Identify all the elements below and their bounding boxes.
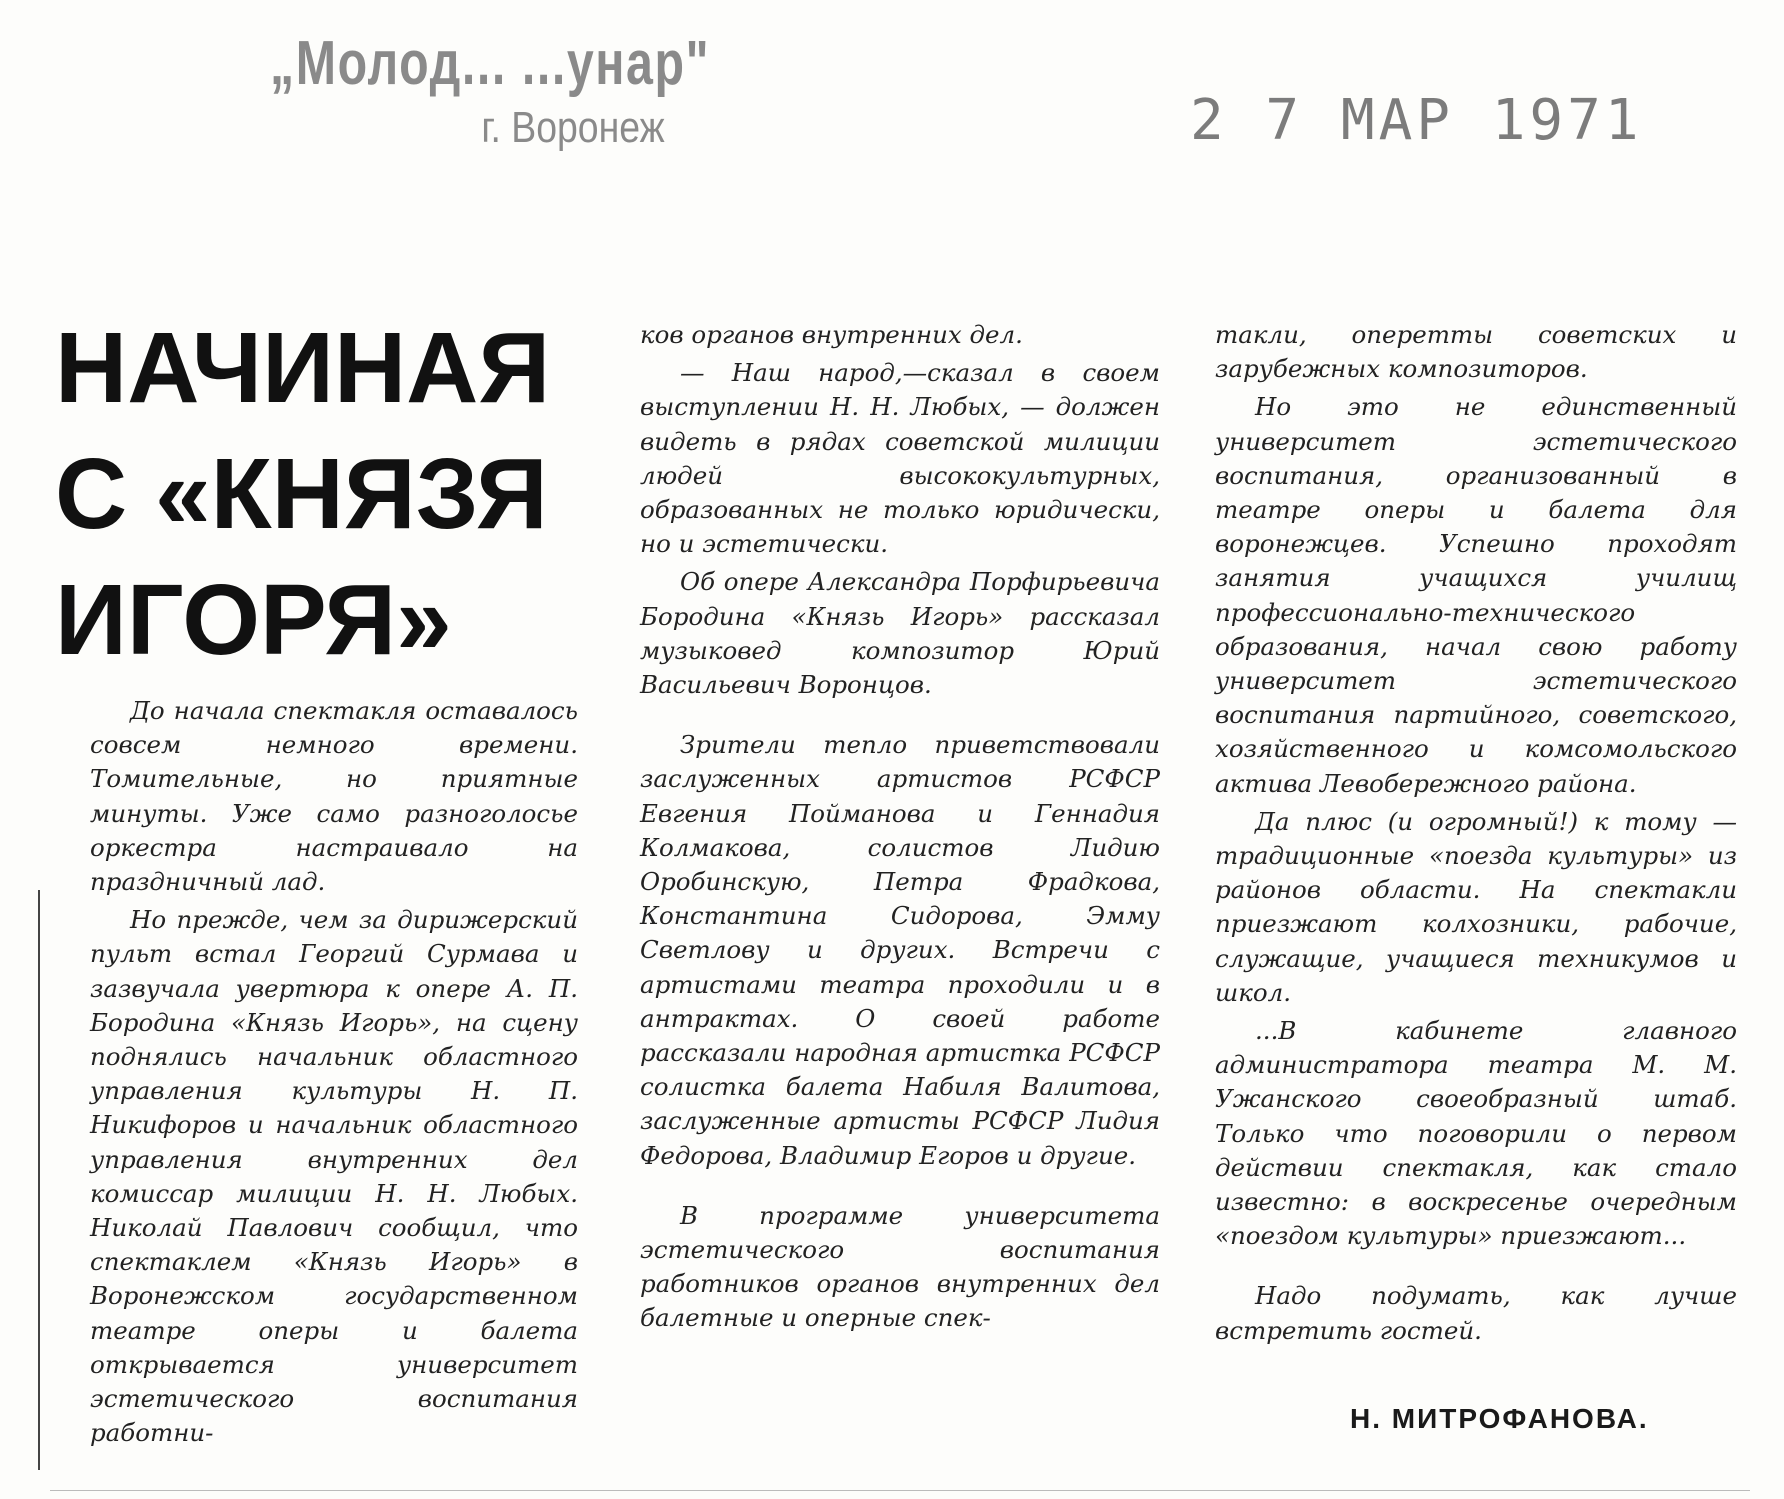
newspaper-masthead — [270, 28, 834, 153]
paragraph: такли, оперетты советских и зарубежных композиторов. — [1215, 320, 1737, 384]
paragraph: Зрители тепло приветствовали заслуженных артистов РСФСР Евгения Пойманова и Геннадия Колмакова, солистов Лидию Оробинскую, Петра Фрадкова, Константина Сидорова, Эмму Светлову и других. Встречи с артистами театра проходили и в антрактах. О своей работе рассказали народная артистка РСФСР солистка балета Набиля Валитова, заслуженные артисты РСФСР Лидия Федорова, Владимир Егоров и другие. — [640, 730, 1160, 1170]
headline-line-2: С «КНЯЗЯ — [55, 438, 548, 550]
paragraph: ...В кабинете главного администратора театра М. М. Ужанского своеобразный штаб. Только что поговорили о первом действии спектакля, как стало известно: в воскресенье очередным «поездом культуры» приезжают... — [1215, 1016, 1737, 1251]
author-signature: Н. МИТРОФАНОВА. — [1350, 1403, 1649, 1434]
date-stamp: 2 7 МАР 1971 — [1190, 88, 1643, 153]
paragraph: Да плюс (и огромный!) к тому — традиционные «поезда культуры» из районов области. На спектакли приезжают колхозники, рабочие, служащие, учащиеся техникумов и школ. — [1215, 806, 1737, 1007]
paragraph: Надо подумать, как лучше встретить гостей. — [1215, 1281, 1737, 1345]
headline-line-1: НАЧИНАЯ — [55, 312, 551, 424]
paragraph: — Наш народ,—сказал в своем выступлении Н. Н. Любых, — должен видеть в рядах советской милиции людей высококультурных, образованных не только юридически, но и эстетически. — [640, 358, 1160, 559]
column-rule — [38, 890, 40, 1470]
paragraph: Об опере Александра Порфирьевича Бородина «Князь Игорь» рассказал музыковед композитор Юрий Васильевич Воронцов. — [640, 567, 1160, 700]
article-headline — [55, 305, 580, 683]
paragraph: Но это не единственный университет эстетического воспитания, организованный в театре оперы и балета для воронежцев. Успешно проходят занятия учащихся училищ профессионально-технического образования, начал свою работу университет эстетического воспитания партийного, советского, хозяйственного и комсомольского актива Левобережного района. — [1215, 392, 1737, 798]
paragraph: В программе университета эстетического воспитания работников органов внутренних дел балетные и оперные спек- — [640, 1200, 1160, 1333]
article-column-3 — [1215, 318, 1737, 1352]
paragraph: Но прежде, чем за дирижерский пульт встал Георгий Сурмава и зазвучала увертюра к опере А. П. Бородина «Князь Игорь», на сцену поднялись начальник областного управления культуры Н. П. Никифоров и начальник областного управления внутренних дел комиссар милиции Н. Н. Любых. Николай Павлович сообщил, что спектаклем «Князь Игорь» в Воронежском государственном театре оперы и балета открывается университет эстетического воспитания работни- — [90, 905, 578, 1448]
headline-line-3: ИГОРЯ» — [55, 564, 452, 676]
newspaper-name: „Молод... ...унар" — [270, 29, 711, 98]
article-column-1 — [90, 694, 578, 1454]
newspaper-city: г. Воронеж — [481, 103, 665, 152]
article-column-2 — [640, 318, 1160, 1340]
bottom-rule — [50, 1490, 1750, 1491]
paragraph: ков органов внутренних дел. — [640, 320, 1023, 349]
paragraph: До начала спектакля оставалось совсем немного времени. Томительные, но приятные минуты. Уже само разноголосье оркестра настраивало на праздничный лад. — [90, 696, 578, 897]
